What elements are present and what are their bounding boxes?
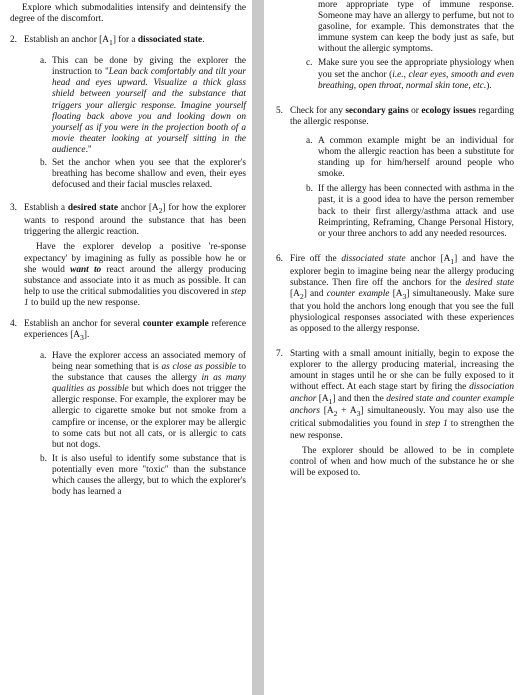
step-5-b: b. If the allergy has been connected with asthma in the past, it is a good idea to have the person remember back to their first allergy/asthma attack and use Reimprinting, Reframing, Change Personal History, or your three anchors to add any needed resources. [306, 184, 514, 239]
continued-paragraph: more appropriate type of immune response. Someone may have an allergy to perfume, but not to gasoline, for example. This demonstrates that the immune system can keep the body just as safe, but without the allergic symptoms. [318, 0, 514, 55]
intro-paragraph: Explore which submodalities intensify and deintensify the degree of the discomfort. [10, 3, 246, 25]
step-2-b: b. Set the anchor when you see that the explorer's breathing has become shallow and even, their eyes defocused and their facial muscles relaxed. [40, 157, 246, 191]
step-heading: Check for any secondary gains or ecology issues regarding the allergic response. [290, 105, 514, 127]
step-heading: Establish an anchor $[A_1]$ for a dissociated state. [24, 35, 205, 48]
step-4: 4. Establish an anchor for several counter example reference experiences $[A_3]$. a. Have the explorer access an associated memory of being near something that is as close as possible to the substance that causes the allergy in as many qualities as possible but which does not trigger the allergic response. For example, the explorer may be allergic to cigarette smoke but not smoke from a campfire or incense, or the explorer may be allergic to some cats but not all cats, or is allergic to cats but not dogs. b. It is also useful to identify some substance that is potentially even more "toxic" than the substance which causes the allergy, but to which the explorer's body has learned a [10, 318, 246, 498]
step-4-c: c. Make sure you see the appropriate physiology when you set the anchor (i.e., clear eyes, smooth and even breathing, open throat, normal skin tone, etc.). [306, 58, 514, 91]
step-5: 5. Check for any secondary gains or ecology issues regarding the allergic response. a. A common example might be an individual for whom the allergic reaction has been a substitute for standing up for him/herself around people who smoke. b. If the allergy has been connected with asthma in the past, it is a good idea to have the person remember back to their first allergy/asthma attack and use Reimprinting, Reframing, Change Personal History, or your three anchors to add any needed resources. [276, 105, 514, 239]
step-number: 2. [10, 35, 17, 46]
step-7-paragraph: The explorer should be allowed to be in complete control of when and how much of the substance he or she will be exposed to. [290, 445, 514, 478]
step-5-a: a. A common example might be an individual for whom the allergic reaction has been a substitute for standing up for him/herself around people who smoke. [306, 135, 514, 180]
step-3: 3. Establish a desired state anchor $[A_2]$ for how the explorer wants to respond around the substance that has been triggering the allergic reaction. Have the explorer develop a positive 're-sponse expectancy' by imagining as fully as possible how he or she would want to react around the allergy producing substance and associate into it as much as possible. It can help to use the critical submodalities you discovered in step 1 to build up the new response. [10, 203, 246, 308]
step-3-paragraph: Have the explorer develop a positive 're-sponse expectancy' by imagining as fully as possible how he or she would want to react around the allergy producing substance and associate into it as much as possible. It can help to use the critical submodalities you discovered in step 1 to build up the new response. [24, 242, 246, 308]
step-heading: Establish an anchor for several counter example reference experiences $[A_3]$. [24, 318, 246, 342]
step-4-a: a. Have the explorer access an associated memory of being near something that is as close as possible to the substance that causes the allergy in as many qualities as possible but which does not trigger the allergic response. For example, the explorer may be allergic to cigarette smoke but not smoke from a campfire or incense, or the explorer may be allergic to some cats but not all cats, or is allergic to cats but not dogs. [40, 351, 246, 450]
step-4-b: b. It is also useful to identify some substance that is potentially even more "toxic" than the substance which causes the allergy, but to which the explorer's body has learned a [40, 453, 246, 498]
step-2 [10, 35, 246, 191]
step-6: 6. Fire off the dissociated state anchor $[A_1]$ and have the explorer begin to imagine being near the allergy producing substance. Then fire off the anchors for the desired state $[A_2]$ and counter example $[A_3]$ simultaneously. Make sure that you hold the anchors long enough that you see the full physiological responses associated with these experiences as opposed to the allergy response. [276, 253, 514, 335]
step-heading: Establish a desired state anchor $[A_2]$ for how the explorer wants to respond around the substance that has been triggering the allergic reaction. [24, 203, 246, 238]
step-7: 7. Starting with a small amount initially, begin to expose the explorer to the allergy producing material, increasing the amount in stages until he or she can be fully exposed to it without effect. At each stage start by firing the dissociation anchor $[A_1]$ and then the desired state and counter example anchors $[A_2 + A_3]$ simultaneously. You may also use the critical submodalities you found in step 1 to strengthen the new response. The explorer should be allowed to be in complete control of when and how much of the substance he or she will be exposed to. [276, 349, 515, 478]
right-column [264, 0, 520, 695]
left-column [0, 0, 252, 695]
step-2-a: a. This can be done by giving the explorer the instruction to "Lean back comfortably and tilt your head and eyes upward. Visualize a thick glass shield between yourself and the substance that triggers your allergic response. Imagine yourself floating back above you and looking down on yourself as if you were in the projection booth of a movie theater looking at yourself sitting in the audience." [40, 56, 246, 155]
